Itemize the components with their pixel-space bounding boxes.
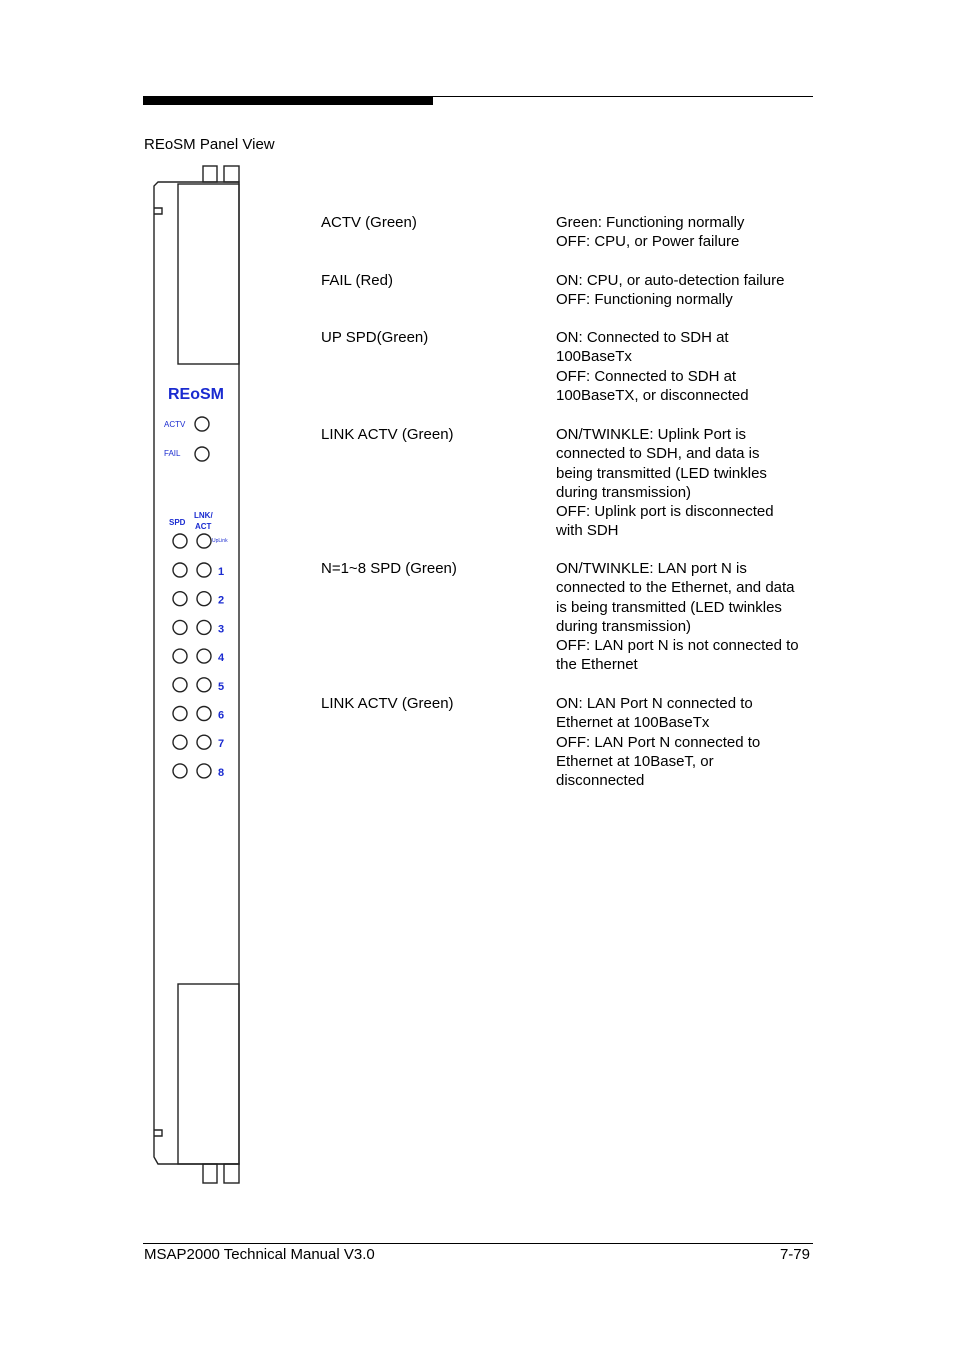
- port-spd-led: [173, 764, 187, 778]
- reosm-panel-drawing: [150, 164, 244, 1186]
- led-description-line: Ethernet at 100BaseTx: [556, 714, 710, 732]
- led-description-line: ON: Connected to SDH at: [556, 329, 729, 346]
- port-number-label: 7: [218, 738, 225, 751]
- actv-label: ACTV: [164, 420, 186, 429]
- port-number-label: 5: [218, 680, 225, 693]
- bottom-tab-left: [203, 1164, 217, 1183]
- port-spd-led: [173, 592, 187, 606]
- port-number-label: 3: [218, 623, 225, 636]
- led-description-line: during transmission): [556, 617, 692, 635]
- top-tab-left: [203, 166, 217, 182]
- port-spd-led: [173, 678, 187, 692]
- footer-page-number: 7-79: [779, 1246, 810, 1263]
- port-link-led: [197, 563, 211, 577]
- led-description-line: being transmitted (LED twinkles: [556, 464, 767, 482]
- led-description-line: is being transmitted (LED twinkles: [556, 598, 782, 616]
- port-number-label: 1: [218, 566, 225, 578]
- port-link-led: [197, 764, 211, 778]
- led-description-line: Green: Functioning normally: [556, 214, 745, 231]
- actv-led: [195, 417, 209, 431]
- port-spd-led: [173, 735, 187, 749]
- port-number-label: 2: [218, 594, 225, 607]
- port-number-label: 8: [218, 766, 225, 779]
- footer-manual-title: MSAP2000 Technical Manual V3.0: [144, 1246, 375, 1263]
- led-name: FAIL (Red): [321, 272, 393, 289]
- panel-outline: [154, 182, 239, 1164]
- led-name: UP SPD(Green): [321, 329, 429, 346]
- led-description: [556, 271, 818, 310]
- led-description-line: 100BaseTx: [556, 348, 632, 366]
- led-description: [556, 694, 818, 790]
- uplink-label: UpLink: [212, 538, 228, 544]
- led-description-line: ON/TWINKLE: LAN port N is: [556, 560, 747, 577]
- port-number-label: 4: [218, 652, 225, 665]
- led-name: LINK ACTV (Green): [321, 426, 454, 443]
- lnk-header-line1: LNK/: [194, 511, 213, 520]
- port-link-led: [197, 592, 211, 606]
- led-description-line: OFF: CPU, or Power failure: [556, 233, 740, 251]
- led-description-line: during transmission): [556, 483, 692, 501]
- top-tab-right: [224, 166, 239, 182]
- led-description-line: disconnected: [556, 772, 645, 790]
- led-description-line: connected to the Ethernet, and data: [556, 579, 795, 597]
- port-number-label: 6: [218, 709, 225, 722]
- uplink-spd-led: [173, 534, 187, 548]
- port-spd-led: [173, 620, 187, 634]
- bottom-handle: [178, 984, 239, 1164]
- port-link-led: [197, 678, 211, 692]
- led-description: [556, 213, 818, 252]
- bottom-tab-right: [224, 1164, 239, 1183]
- led-description-line: the Ethernet: [556, 656, 638, 674]
- header-rule-thin: [433, 96, 813, 97]
- led-description-line: OFF: LAN Port N connected to: [556, 733, 761, 751]
- uplink-link-led: [197, 534, 211, 548]
- port-spd-led: [173, 563, 187, 577]
- led-description-line: Ethernet at 10BaseT, or: [556, 752, 714, 770]
- section-title: REoSM Panel View: [144, 136, 275, 153]
- lnk-header-line2: ACT: [195, 522, 212, 531]
- led-description: [556, 328, 818, 405]
- led-description-line: OFF: Uplink port is disconnected: [556, 503, 774, 521]
- fail-label: FAIL: [164, 449, 181, 458]
- latch-bottom: [154, 1130, 162, 1136]
- led-description-line: 100BaseTX, or disconnected: [556, 386, 749, 404]
- led-description-line: OFF: LAN port N is not connected to: [556, 637, 799, 655]
- latch-top: [154, 208, 162, 214]
- fail-led: [195, 447, 209, 461]
- led-description: [556, 425, 818, 541]
- port-spd-led: [173, 649, 187, 663]
- header-rule-thick: [143, 96, 433, 105]
- port-link-led: [197, 649, 211, 663]
- led-description-line: ON/TWINKLE: Uplink Port is: [556, 426, 747, 443]
- led-name: LINK ACTV (Green): [321, 695, 454, 712]
- panel-brand-label: REoSM: [168, 386, 224, 403]
- port-link-led: [197, 735, 211, 749]
- led-name: N=1~8 SPD (Green): [321, 560, 457, 577]
- led-description-line: OFF: Functioning normally: [556, 291, 733, 309]
- led-description-line: OFF: Connected to SDH at: [556, 367, 737, 385]
- led-name: ACTV (Green): [321, 214, 417, 231]
- led-description-line: connected to SDH, and data is: [556, 445, 760, 463]
- led-description-line: ON: CPU, or auto-detection failure: [556, 272, 785, 289]
- spd-header: SPD: [169, 518, 186, 527]
- led-description: [556, 559, 818, 675]
- led-description-line: ON: LAN Port N connected to: [556, 695, 753, 712]
- led-description-line: with SDH: [556, 522, 619, 540]
- footer-rule: [143, 1243, 813, 1244]
- port-link-led: [197, 707, 211, 721]
- top-handle: [178, 184, 239, 364]
- port-spd-led: [173, 707, 187, 721]
- port-link-led: [197, 620, 211, 634]
